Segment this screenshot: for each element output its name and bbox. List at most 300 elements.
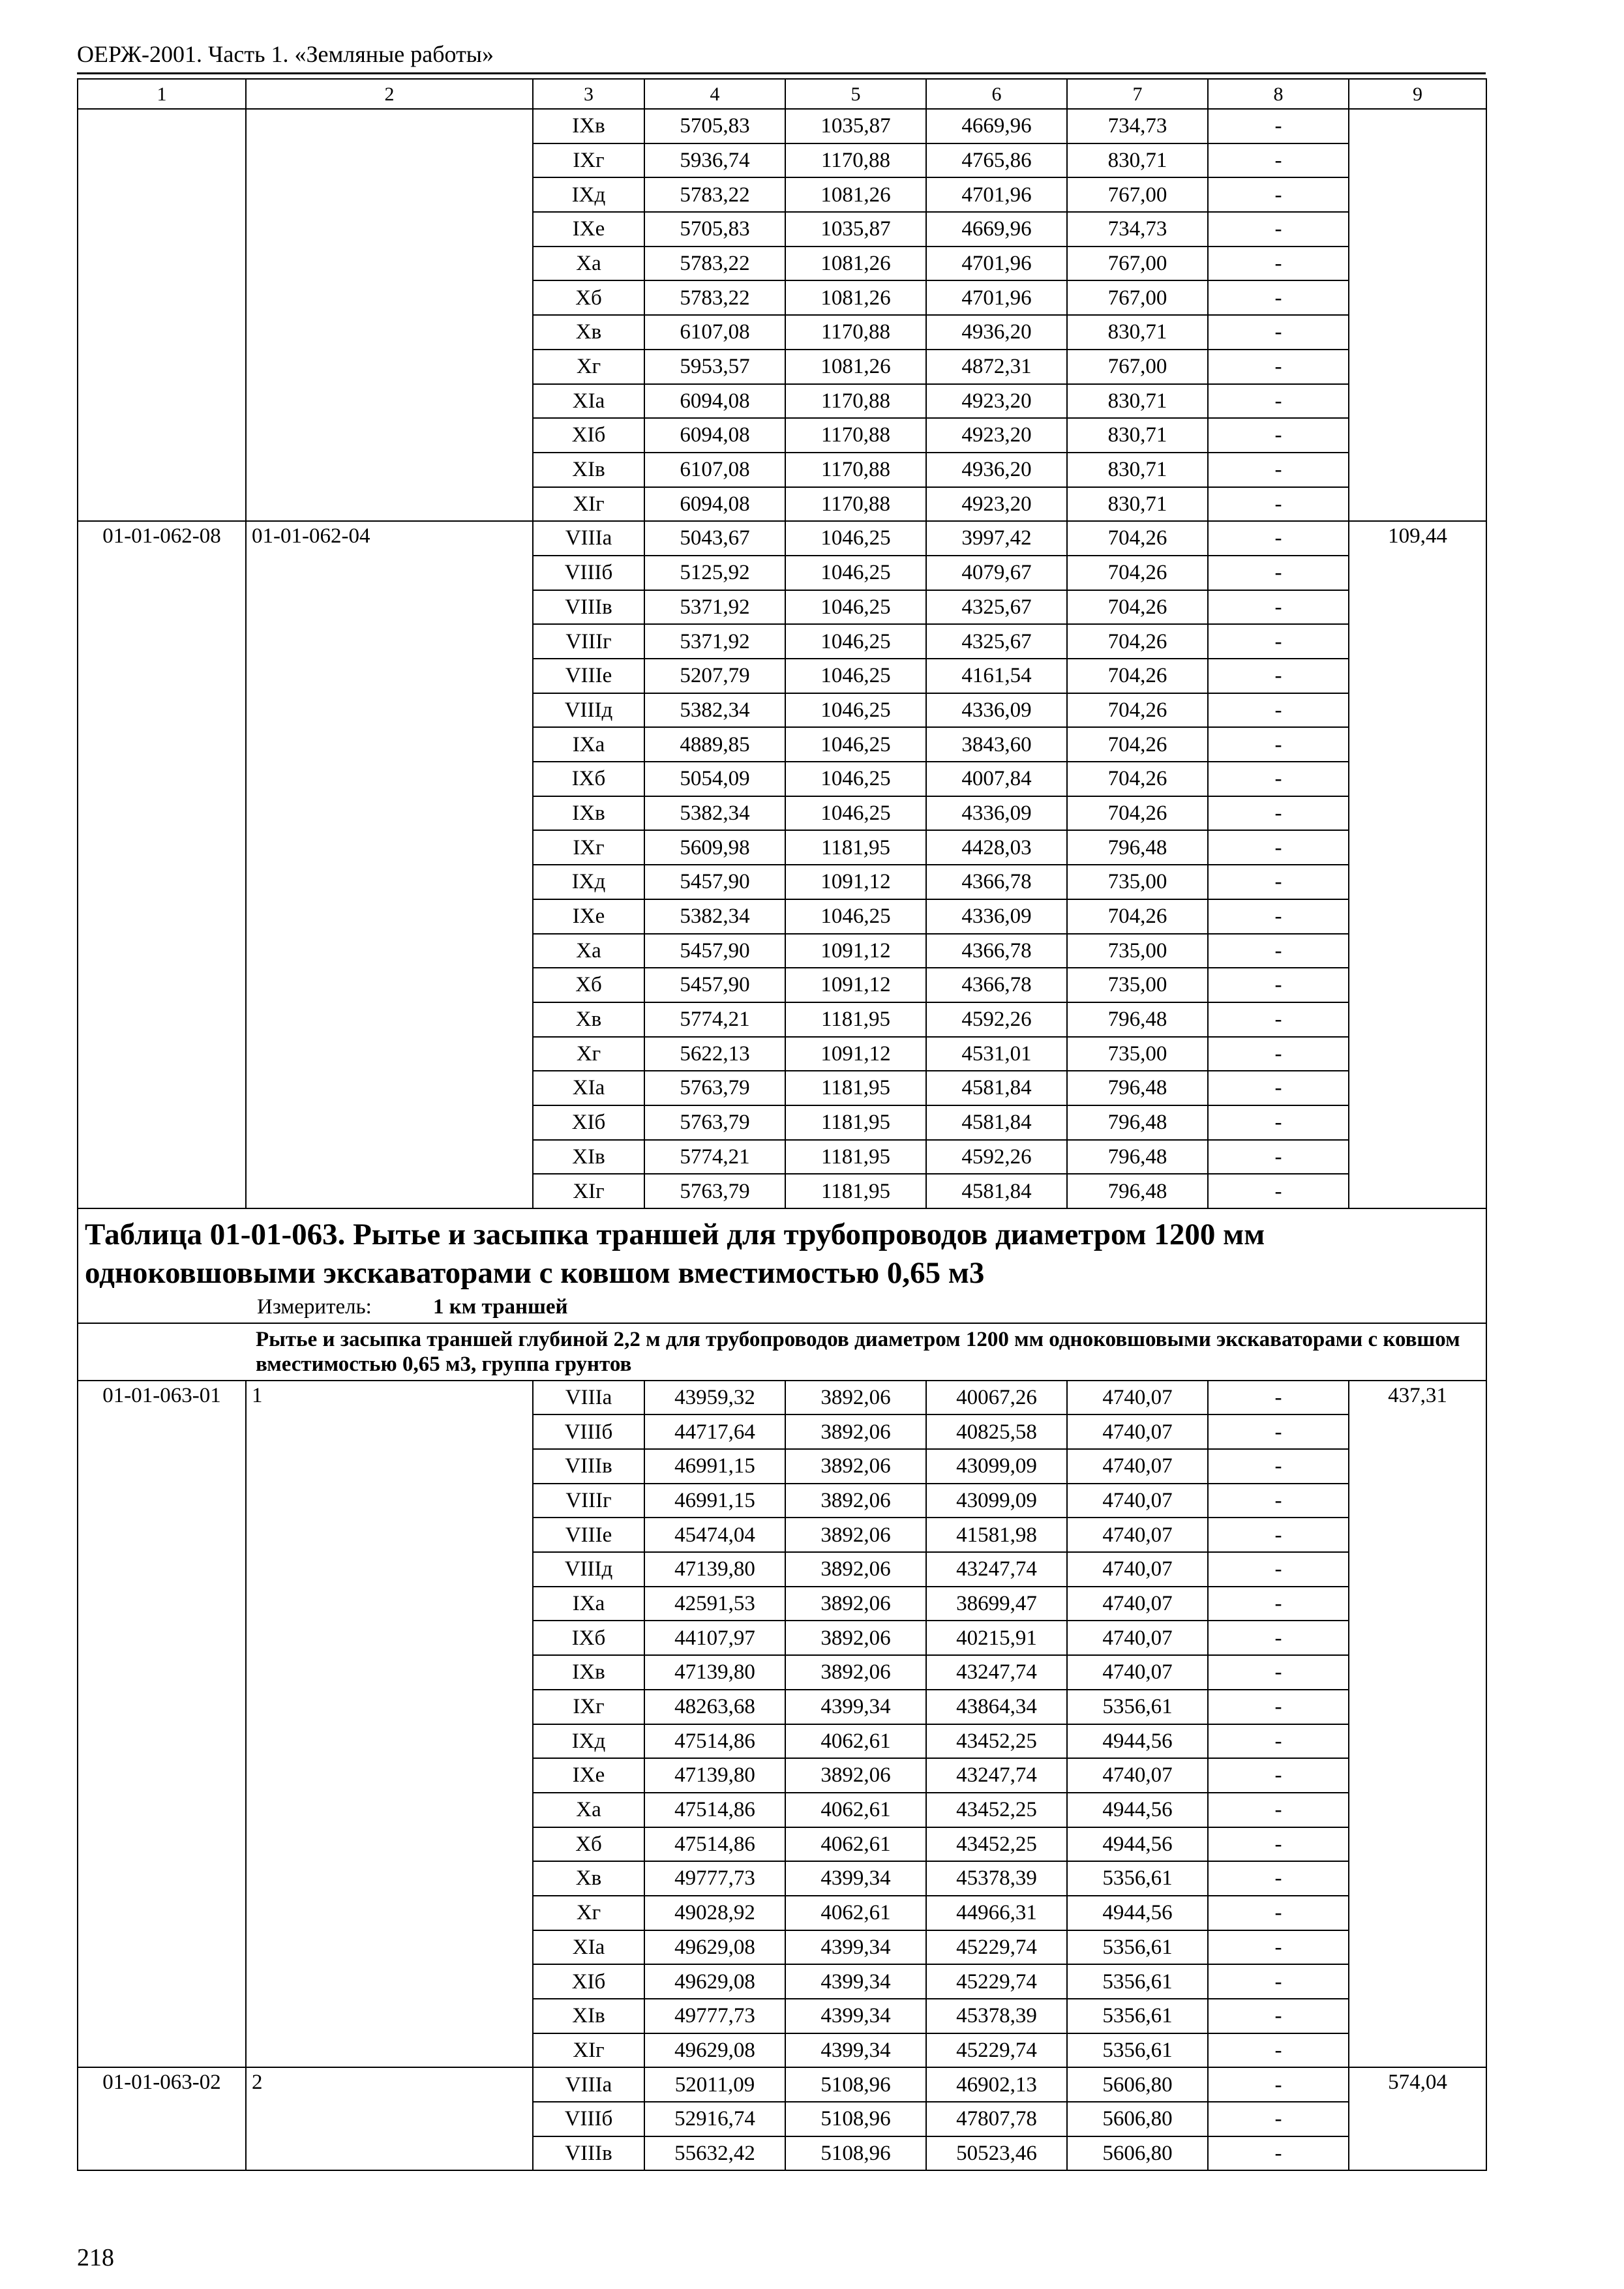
value-cell: 3892,06 — [785, 1414, 926, 1449]
value-cell: 4399,34 — [785, 1861, 926, 1896]
soil-group-cell: IXг — [533, 143, 644, 178]
value-cell: 1046,25 — [785, 693, 926, 728]
value-cell: 4399,34 — [785, 1999, 926, 2033]
value-cell: 4669,96 — [926, 109, 1067, 143]
value-cell: 4581,84 — [926, 1105, 1067, 1140]
value-cell: 4944,56 — [1067, 1827, 1208, 1862]
value-cell: 1046,25 — [785, 624, 926, 659]
table-row — [78, 521, 1486, 556]
value-cell: 5356,61 — [1067, 1690, 1208, 1724]
value-cell: 704,26 — [1067, 693, 1208, 728]
value-cell: 43452,25 — [926, 1793, 1067, 1827]
value-cell: 4325,67 — [926, 624, 1067, 659]
value-cell: 767,00 — [1067, 280, 1208, 315]
value-cell: 4399,34 — [785, 1964, 926, 1999]
value-cell: - — [1208, 1724, 1349, 1759]
value-cell: 4944,56 — [1067, 1896, 1208, 1930]
value-cell: 48263,68 — [644, 1690, 785, 1724]
soil-group-cell: IXг — [533, 1690, 644, 1724]
value-cell: - — [1208, 865, 1349, 899]
value-cell: 4336,09 — [926, 899, 1067, 934]
value-cell: 43959,32 — [644, 1381, 785, 1415]
value-cell: 704,26 — [1067, 899, 1208, 934]
value-cell: 5356,61 — [1067, 1861, 1208, 1896]
value-cell: 830,71 — [1067, 418, 1208, 453]
table-subtitle-cell — [78, 1323, 1486, 1381]
soil-group-cell: Xб — [533, 968, 644, 1002]
column-number: 9 — [1349, 79, 1486, 109]
value-cell: - — [1208, 487, 1349, 522]
rate-spec-cell: 01-01-062-04 — [246, 521, 533, 1208]
value-cell: - — [1208, 2067, 1349, 2102]
table-subtitle-row — [78, 1323, 1486, 1381]
value-cell: 5356,61 — [1067, 1930, 1208, 1965]
table-subtitle: Рытье и засыпка траншей глубиной 2,2 м для трубопроводов диаметром 1200 мм одноковшовыми экскаваторами с ковшом вместимостью 0,65 м3, группа грунтов — [256, 1327, 1460, 1376]
value-cell: 796,48 — [1067, 1002, 1208, 1037]
value-cell: 4740,07 — [1067, 1655, 1208, 1690]
value-cell: 4592,26 — [926, 1002, 1067, 1037]
value-cell: 1181,95 — [785, 1071, 926, 1105]
value-cell: 4740,07 — [1067, 1381, 1208, 1415]
value-cell: 4581,84 — [926, 1174, 1067, 1208]
value-cell: 43247,74 — [926, 1758, 1067, 1793]
value-cell: 4936,20 — [926, 315, 1067, 350]
value-cell: 5622,13 — [644, 1037, 785, 1071]
soil-group-cell: IXа — [533, 727, 644, 762]
value-cell: - — [1208, 1690, 1349, 1724]
value-cell: 704,26 — [1067, 624, 1208, 659]
value-cell: 5783,22 — [644, 247, 785, 281]
value-cell: 4336,09 — [926, 693, 1067, 728]
value-cell: 1181,95 — [785, 1140, 926, 1174]
value-cell: - — [1208, 590, 1349, 625]
value-cell: 830,71 — [1067, 384, 1208, 419]
soil-group-cell: IXб — [533, 1621, 644, 1655]
soil-group-cell: VIIIд — [533, 693, 644, 728]
soil-group-cell: Xв — [533, 1002, 644, 1037]
soil-group-cell: VIIIа — [533, 521, 644, 556]
value-cell: - — [1208, 212, 1349, 247]
value-cell: 40067,26 — [926, 1381, 1067, 1415]
value-cell: 4366,78 — [926, 865, 1067, 899]
value-cell: 4740,07 — [1067, 1587, 1208, 1621]
value-cell: 6094,08 — [644, 384, 785, 419]
rate-spec-cell: 2 — [246, 2067, 533, 2170]
soil-group-cell: XIб — [533, 1964, 644, 1999]
soil-group-cell: VIIIд — [533, 1552, 644, 1587]
value-cell: - — [1208, 280, 1349, 315]
soil-group-cell: VIIIв — [533, 590, 644, 625]
value-cell: - — [1208, 1002, 1349, 1037]
column-9-cell: 437,31 — [1349, 1381, 1486, 2068]
soil-group-cell: VIIIе — [533, 1518, 644, 1552]
value-cell: 4740,07 — [1067, 1518, 1208, 1552]
column-number: 2 — [246, 79, 533, 109]
value-cell: 3892,06 — [785, 1381, 926, 1415]
value-cell: 4399,34 — [785, 1930, 926, 1965]
value-cell: 796,48 — [1067, 1174, 1208, 1208]
running-header: ОЕРЖ-2001. Часть 1. «Земляные работы» — [77, 41, 494, 67]
value-cell: 704,26 — [1067, 556, 1208, 590]
value-cell: 830,71 — [1067, 453, 1208, 487]
soil-group-cell: XIб — [533, 418, 644, 453]
value-cell: - — [1208, 1037, 1349, 1071]
value-cell: 5774,21 — [644, 1140, 785, 1174]
value-cell: 5108,96 — [785, 2067, 926, 2102]
soil-group-cell: VIIIг — [533, 1484, 644, 1518]
value-cell: 1046,25 — [785, 796, 926, 831]
value-cell: 45229,74 — [926, 2033, 1067, 2068]
soil-group-cell: XIб — [533, 1105, 644, 1140]
page-number: 218 — [77, 2244, 114, 2271]
value-cell: - — [1208, 1655, 1349, 1690]
value-cell: 55632,42 — [644, 2136, 785, 2171]
value-cell: 47139,80 — [644, 1758, 785, 1793]
value-cell: 6094,08 — [644, 487, 785, 522]
value-cell: 1091,12 — [785, 865, 926, 899]
value-cell: - — [1208, 143, 1349, 178]
value-cell: 796,48 — [1067, 830, 1208, 865]
value-cell: 3892,06 — [785, 1518, 926, 1552]
value-cell: 767,00 — [1067, 350, 1208, 384]
value-cell: 1170,88 — [785, 315, 926, 350]
value-cell: 5936,74 — [644, 143, 785, 178]
value-cell: - — [1208, 1930, 1349, 1965]
value-cell: 830,71 — [1067, 315, 1208, 350]
value-cell: 1046,25 — [785, 521, 926, 556]
soil-group-cell: Xг — [533, 1896, 644, 1930]
value-cell: 4944,56 — [1067, 1793, 1208, 1827]
value-cell: - — [1208, 521, 1349, 556]
soil-group-cell: XIв — [533, 1999, 644, 2033]
value-cell: 1181,95 — [785, 1174, 926, 1208]
value-cell: 47514,86 — [644, 1827, 785, 1862]
value-cell: - — [1208, 934, 1349, 968]
soil-group-cell: IXе — [533, 212, 644, 247]
soil-group-cell: Xг — [533, 350, 644, 384]
soil-group-cell: VIIIб — [533, 556, 644, 590]
soil-group-cell: Xв — [533, 1861, 644, 1896]
value-cell: - — [1208, 1896, 1349, 1930]
value-cell: 704,26 — [1067, 521, 1208, 556]
soil-group-cell: IXб — [533, 762, 644, 796]
soil-group-cell: XIг — [533, 2033, 644, 2068]
value-cell: 767,00 — [1067, 177, 1208, 212]
value-cell: - — [1208, 1518, 1349, 1552]
value-cell: 1091,12 — [785, 934, 926, 968]
value-cell: - — [1208, 1449, 1349, 1484]
value-cell: 5783,22 — [644, 280, 785, 315]
value-cell: 4740,07 — [1067, 1484, 1208, 1518]
value-cell: 4399,34 — [785, 1690, 926, 1724]
column-number: 8 — [1208, 79, 1349, 109]
value-cell: 734,73 — [1067, 212, 1208, 247]
soil-group-cell: Xа — [533, 247, 644, 281]
soil-group-cell: VIIIе — [533, 659, 644, 693]
soil-group-cell: Xб — [533, 280, 644, 315]
value-cell: 49629,08 — [644, 1964, 785, 1999]
value-cell: 830,71 — [1067, 487, 1208, 522]
value-cell: 4366,78 — [926, 968, 1067, 1002]
value-cell: 4062,61 — [785, 1793, 926, 1827]
column-9-cell: 574,04 — [1349, 2067, 1486, 2170]
value-cell: 5457,90 — [644, 865, 785, 899]
value-cell: 735,00 — [1067, 1037, 1208, 1071]
value-cell: 5705,83 — [644, 212, 785, 247]
value-cell: 5108,96 — [785, 2102, 926, 2136]
value-cell: 1181,95 — [785, 1105, 926, 1140]
value-cell: 5457,90 — [644, 968, 785, 1002]
value-cell: - — [1208, 315, 1349, 350]
soil-group-cell: IXа — [533, 1587, 644, 1621]
column-9-cell — [1349, 109, 1486, 521]
column-number: 4 — [644, 79, 785, 109]
value-cell: 5356,61 — [1067, 2033, 1208, 2068]
value-cell: 5763,79 — [644, 1174, 785, 1208]
value-cell: 4701,96 — [926, 247, 1067, 281]
column-number-row — [78, 79, 1486, 109]
table-body — [78, 79, 1486, 2170]
value-cell: 47514,86 — [644, 1793, 785, 1827]
value-cell: 45378,39 — [926, 1999, 1067, 2033]
value-cell: 5356,61 — [1067, 1964, 1208, 1999]
value-cell: 4923,20 — [926, 487, 1067, 522]
value-cell: 5382,34 — [644, 899, 785, 934]
value-cell: - — [1208, 2136, 1349, 2171]
value-cell: 49629,08 — [644, 1930, 785, 1965]
measure-value: 1 км траншей — [433, 1294, 568, 1319]
value-cell: 4062,61 — [785, 1724, 926, 1759]
value-cell: 44966,31 — [926, 1896, 1067, 1930]
value-cell: - — [1208, 1827, 1349, 1862]
value-cell: 5774,21 — [644, 1002, 785, 1037]
value-cell: 43247,74 — [926, 1552, 1067, 1587]
value-cell: 1081,26 — [785, 280, 926, 315]
value-cell: 4592,26 — [926, 1140, 1067, 1174]
value-cell: - — [1208, 968, 1349, 1002]
value-cell: 52011,09 — [644, 2067, 785, 2102]
value-cell: 5763,79 — [644, 1071, 785, 1105]
value-cell: 5783,22 — [644, 177, 785, 212]
value-cell: 3892,06 — [785, 1484, 926, 1518]
soil-group-cell: IXг — [533, 830, 644, 865]
value-cell: 1181,95 — [785, 830, 926, 865]
value-cell: 42591,53 — [644, 1587, 785, 1621]
column-number: 6 — [926, 79, 1067, 109]
value-cell: 4740,07 — [1067, 1758, 1208, 1793]
value-cell: 1181,95 — [785, 1002, 926, 1037]
soil-group-cell: Xб — [533, 1827, 644, 1862]
table-title-row — [78, 1208, 1486, 1323]
value-cell: 5705,83 — [644, 109, 785, 143]
value-cell: 5371,92 — [644, 590, 785, 625]
value-cell: 704,26 — [1067, 727, 1208, 762]
header-rule — [77, 72, 1486, 74]
soil-group-cell: VIIIв — [533, 1449, 644, 1484]
value-cell: 47139,80 — [644, 1552, 785, 1587]
value-cell: 704,26 — [1067, 796, 1208, 831]
soil-group-cell: XIв — [533, 1140, 644, 1174]
value-cell: 5043,67 — [644, 521, 785, 556]
value-cell: - — [1208, 556, 1349, 590]
value-cell: 43452,25 — [926, 1827, 1067, 1862]
value-cell: 44107,97 — [644, 1621, 785, 1655]
value-cell: - — [1208, 1140, 1349, 1174]
value-cell: 796,48 — [1067, 1105, 1208, 1140]
value-cell: 704,26 — [1067, 659, 1208, 693]
value-cell: 1081,26 — [785, 177, 926, 212]
value-cell: 4161,54 — [926, 659, 1067, 693]
soil-group-cell: VIIIв — [533, 2136, 644, 2171]
column-number: 1 — [78, 79, 246, 109]
value-cell: 47139,80 — [644, 1655, 785, 1690]
soil-group-cell: Xг — [533, 1037, 644, 1071]
value-cell: 45229,74 — [926, 1930, 1067, 1965]
value-cell: - — [1208, 727, 1349, 762]
measure-label: Измеритель: — [257, 1294, 372, 1319]
value-cell: 1170,88 — [785, 453, 926, 487]
value-cell: 5953,57 — [644, 350, 785, 384]
value-cell: 734,73 — [1067, 109, 1208, 143]
value-cell: 1091,12 — [785, 1037, 926, 1071]
value-cell: 47807,78 — [926, 2102, 1067, 2136]
value-cell: 704,26 — [1067, 762, 1208, 796]
value-cell: 49028,92 — [644, 1896, 785, 1930]
soil-group-cell: Xа — [533, 934, 644, 968]
value-cell: 6094,08 — [644, 418, 785, 453]
value-cell: 4428,03 — [926, 830, 1067, 865]
value-cell: 4581,84 — [926, 1071, 1067, 1105]
soil-group-cell: IXе — [533, 1758, 644, 1793]
value-cell: - — [1208, 418, 1349, 453]
value-cell: 5108,96 — [785, 2136, 926, 2171]
value-cell: - — [1208, 1484, 1349, 1518]
value-cell: - — [1208, 659, 1349, 693]
value-cell: 1170,88 — [785, 418, 926, 453]
value-cell: - — [1208, 1861, 1349, 1896]
value-cell: 4936,20 — [926, 453, 1067, 487]
value-cell: 704,26 — [1067, 590, 1208, 625]
value-cell: - — [1208, 1621, 1349, 1655]
value-cell: - — [1208, 1587, 1349, 1621]
table-row — [78, 109, 1486, 143]
value-cell: 46991,15 — [644, 1449, 785, 1484]
value-cell: 3892,06 — [785, 1587, 926, 1621]
column-number: 5 — [785, 79, 926, 109]
value-cell: 1035,87 — [785, 109, 926, 143]
value-cell: - — [1208, 1964, 1349, 1999]
value-cell: 45474,04 — [644, 1518, 785, 1552]
value-cell: 3843,60 — [926, 727, 1067, 762]
table-row — [78, 1381, 1486, 1415]
soil-group-cell: XIа — [533, 384, 644, 419]
rate-code-cell: 01-01-062-08 — [78, 521, 246, 1208]
soil-group-cell: VIIIа — [533, 1381, 644, 1415]
soil-group-cell: XIа — [533, 1930, 644, 1965]
value-cell: 4740,07 — [1067, 1414, 1208, 1449]
soil-group-cell: IXд — [533, 177, 644, 212]
value-cell: - — [1208, 1758, 1349, 1793]
value-cell: 1046,25 — [785, 659, 926, 693]
value-cell: 1046,25 — [785, 762, 926, 796]
value-cell: 5606,80 — [1067, 2067, 1208, 2102]
value-cell: 1046,25 — [785, 590, 926, 625]
value-cell: 5606,80 — [1067, 2102, 1208, 2136]
value-cell: 47514,86 — [644, 1724, 785, 1759]
value-cell: - — [1208, 796, 1349, 831]
value-cell: 43247,74 — [926, 1655, 1067, 1690]
value-cell: 796,48 — [1067, 1140, 1208, 1174]
rate-spec-cell — [246, 109, 533, 521]
value-cell: - — [1208, 1105, 1349, 1140]
value-cell: - — [1208, 1071, 1349, 1105]
value-cell: 1046,25 — [785, 727, 926, 762]
value-cell: 1170,88 — [785, 143, 926, 178]
value-cell: - — [1208, 247, 1349, 281]
value-cell: 4701,96 — [926, 280, 1067, 315]
value-cell: 44717,64 — [644, 1414, 785, 1449]
soil-group-cell: VIIIб — [533, 1414, 644, 1449]
value-cell: 45378,39 — [926, 1861, 1067, 1896]
rate-code-cell: 01-01-063-01 — [78, 1381, 246, 2068]
value-cell: 49777,73 — [644, 1999, 785, 2033]
column-number: 7 — [1067, 79, 1208, 109]
value-cell: 4062,61 — [785, 1896, 926, 1930]
value-cell: 4399,34 — [785, 2033, 926, 2068]
value-cell: 4740,07 — [1067, 1449, 1208, 1484]
value-cell: - — [1208, 453, 1349, 487]
value-cell: - — [1208, 1414, 1349, 1449]
value-cell: 3892,06 — [785, 1449, 926, 1484]
value-cell: - — [1208, 350, 1349, 384]
value-cell: 6107,08 — [644, 315, 785, 350]
value-cell: 767,00 — [1067, 247, 1208, 281]
value-cell: 40825,58 — [926, 1414, 1067, 1449]
value-cell: 5371,92 — [644, 624, 785, 659]
soil-group-cell: XIв — [533, 453, 644, 487]
value-cell: 3892,06 — [785, 1621, 926, 1655]
soil-group-cell: VIIIа — [533, 2067, 644, 2102]
value-cell: 735,00 — [1067, 865, 1208, 899]
value-cell: 4701,96 — [926, 177, 1067, 212]
column-9-cell: 109,44 — [1349, 521, 1486, 1208]
soil-group-cell: XIа — [533, 1071, 644, 1105]
soil-group-cell: Xв — [533, 315, 644, 350]
soil-group-cell: XIг — [533, 487, 644, 522]
value-cell: 3892,06 — [785, 1552, 926, 1587]
soil-group-cell: IXд — [533, 865, 644, 899]
table-row — [78, 2067, 1486, 2102]
value-cell: - — [1208, 762, 1349, 796]
value-cell: 4336,09 — [926, 796, 1067, 831]
value-cell: 4923,20 — [926, 418, 1067, 453]
value-cell: 735,00 — [1067, 968, 1208, 1002]
value-cell: - — [1208, 1552, 1349, 1587]
value-cell: - — [1208, 384, 1349, 419]
rate-code-cell — [78, 109, 246, 521]
value-cell: 1170,88 — [785, 487, 926, 522]
value-cell: 1046,25 — [785, 899, 926, 934]
value-cell: 4531,01 — [926, 1037, 1067, 1071]
value-cell: 38699,47 — [926, 1587, 1067, 1621]
value-cell: 4062,61 — [785, 1827, 926, 1862]
value-cell: 796,48 — [1067, 1071, 1208, 1105]
value-cell: 4669,96 — [926, 212, 1067, 247]
soil-group-cell: IXе — [533, 899, 644, 934]
table-title: Таблица 01-01-063. Рытье и засыпка траншей для трубопроводов диаметром 1200 мм одноковшовыми экскаваторами с ковшом вместимостью 0,65 м3 — [85, 1218, 1265, 1290]
value-cell: 49777,73 — [644, 1861, 785, 1896]
value-cell: 50523,46 — [926, 2136, 1067, 2171]
